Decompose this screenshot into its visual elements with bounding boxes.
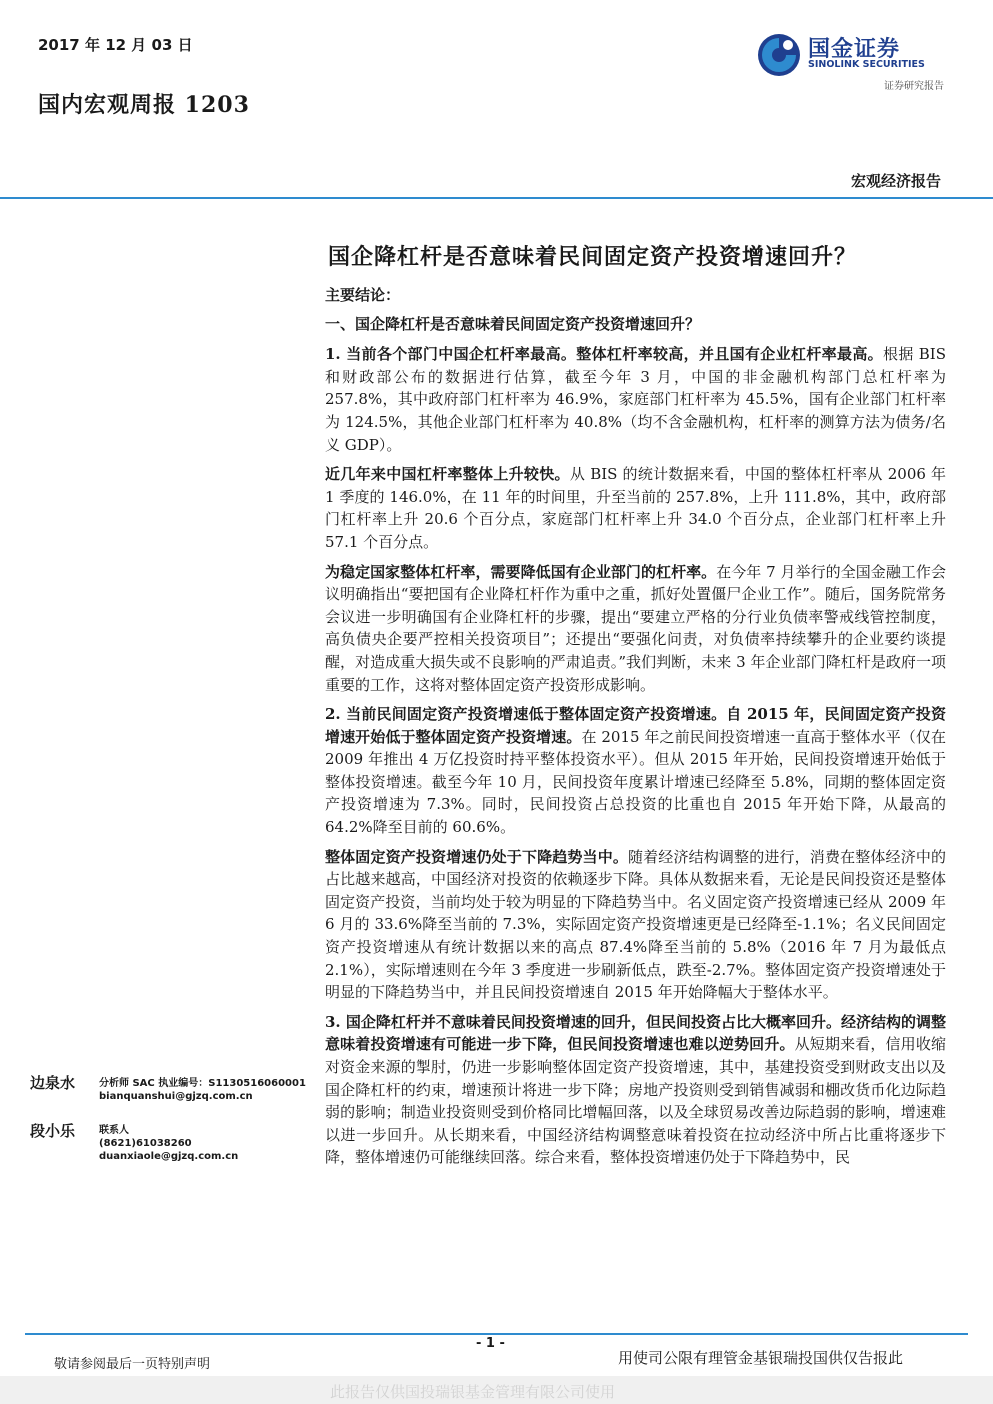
- header-divider: [0, 197, 993, 199]
- footer-divider: [25, 1333, 968, 1335]
- paragraph: 整体固定资产投资增速仍处于下降趋势当中。随着经济结构调整的进行，消费在整体经济中的占比越来越高，中国经济对投资的依赖逐步下降。具体从数据来看，无论是民间投资还是整体固定资产投资，当前均处于较为明显的下降趋势当中。名义固定资产投资增速已经从 2009 年 6 月的 33.6%降至当前的 7.3%，实际固定资产投资增速更是已经降至-1.1%；名义民间固定资产投资增速从有统计数据以来的高点 87.4%降至当前的 5.8%（2016 年 7 月为最低点 2.1%），实际增速则在今年 3 季度进一步刷新低点，跌至-2.7%。整体固定资产投资增速处于明显的下降趋势当中，并且民间投资增速自 2015 年开始降幅大于整体水平。: [325, 847, 946, 1002]
- paragraph: 近几年来中国杠杆率整体上升较快。从 BIS 的统计数据来看，中国的整体杠杆率从 2006 年 1 季度的 146.0%，在 11 年的时间里，升至当前的 257.8%，上升 111.8%，其中，政府部门杠杆率上升 20.6 个百分点，家庭部门杠杆率上升 34.0 个百分点，企业部门杠杆率上升 57.1 个百分点。: [325, 465, 946, 551]
- analyst-phone: (8621)61038260: [99, 1138, 192, 1149]
- paragraph: 2. 当前民间固定资产投资增速低于整体固定资产投资增速。自 2015 年，民间固定资产投资增速开始低于整体固定资产投资增速。在 2015 年之前民间投资增速一直高于整体水平（仅在 2009 年推出 4 万亿投资时持平整体投资水平）。但从 2015 年开始，民间投资增速开始低于整体投资增速。截至今年 10 月，民间投资年度累计增速已经降至 5.8%，同期的整体固定资产投资增速为 7.3%。同时，民间投资占总投资的比重也自 2015 年开始下降，从最高的 64.2%降至目前的 60.6%。: [325, 705, 946, 837]
- report-title: 国企降杠杆是否意味着民间固定资产投资增速回升？: [328, 244, 858, 270]
- report-date: 2017 年 12 月 03 日: [38, 36, 193, 54]
- analyst-role: 联系人: [99, 1125, 129, 1136]
- paragraph: 1. 当前各个部门中国企杠杆率最高。整体杠杆率较高，并且国有企业杠杆率最高。根据 BIS 和财政部公布的数据进行估算，截至今年 3 月，中国的非金融机构部门总杠杆率为 257.8%，其中政府部门杠杆率为 46.9%，家庭部门杠杆率为 45.5%，国有企业部门杠杆率为 124.5%，其他企业部门杠杆率为 40.8%（均不含金融机构，杠杆率的测算方法为债务/名义 GDP）。: [325, 345, 947, 454]
- company-logo: [756, 30, 946, 92]
- footer-right-text: 用使司公限有理管金基银瑞投国供仅告报此: [618, 1349, 904, 1367]
- main-conclusion-label: 主要结论：: [325, 286, 401, 304]
- analyst-name: 段小乐: [30, 1122, 76, 1140]
- analyst-role: 分析师 SAC 执业编号：S1130516060001: [99, 1078, 306, 1089]
- analyst-email[interactable]: bianquanshui@gjzq.com.cn: [99, 1091, 253, 1102]
- main-content: [325, 284, 946, 1176]
- logo-subtitle: 证券研究报告: [884, 81, 944, 92]
- watermark-text: 此报告仅供国投瑞银基金管理有限公司使用: [330, 1383, 616, 1401]
- logo-cn-text: 国金证券: [808, 37, 901, 62]
- paragraph: 3. 国企降杠杆并不意味着民间投资增速的回升，但民间投资占比大概率回升。经济结构的调整意味着投资增速有可能进一步下降，但民间投资增速也难以逆势回升。从短期来看，信用收缩对资金来源的掣肘，仍进一步影响整体固定资产投资增速，其中，基建投资受到财政支出以及国企降杠杆的约束，增速预计将进一步下降；房地产投资则受到销售减弱和棚改货币化边际趋弱的影响；制造业投资则受到价格同比增幅回落，以及全球贸易改善边际趋弱的影响，增速难以进一步回升。从长期来看，中国经济结构调整意味着投资在拉动经济中所占比重将逐步下降，整体增速仍可能继续回落。综合来看，整体投资增速仍处于下降趋势中，民: [325, 1012, 946, 1167]
- sinolink-logo-icon: [756, 32, 802, 78]
- report-type: 宏观经济报告: [850, 172, 941, 190]
- analyst-info: [99, 1124, 238, 1163]
- analyst-email[interactable]: duanxiaole@gjzq.com.cn: [99, 1151, 239, 1162]
- analyst-info: [99, 1077, 306, 1103]
- logo-en-text: SINOLINK SECURITIES: [808, 59, 925, 70]
- footer-disclaimer: 敬请参阅最后一页特别声明: [54, 1357, 211, 1372]
- paragraph: 为稳定国家整体杠杆率，需要降低国有企业部门的杠杆率。在今年 7 月举行的全国金融工作会议明确指出“要把国有企业降杠杆作为重中之重，抓好处置僵尸企业工作”。随后，国务院常务会议进一步明确国有企业降杠杆的步骤，提出“要建立严格的分行业负债率警戒线管控制度，高负债央企要严控相关投资项目”；还提出“要强化问责，对负债率持续攀升的企业要约谈提醒，对造成重大损失或不良影响的严肃追责。”我们判断，未来 3 年企业部门降杠杆是政府一项重要的工作，这将对整体固定资产投资形成影响。: [325, 562, 946, 694]
- page-number: - 1 -: [476, 1336, 505, 1351]
- series-title: 国内宏观周报 1203: [38, 92, 250, 118]
- section-heading: 一、国企降杠杆是否意味着民间固定资产投资增速回升？: [325, 314, 701, 333]
- analyst-name: 边泉水: [30, 1074, 76, 1092]
